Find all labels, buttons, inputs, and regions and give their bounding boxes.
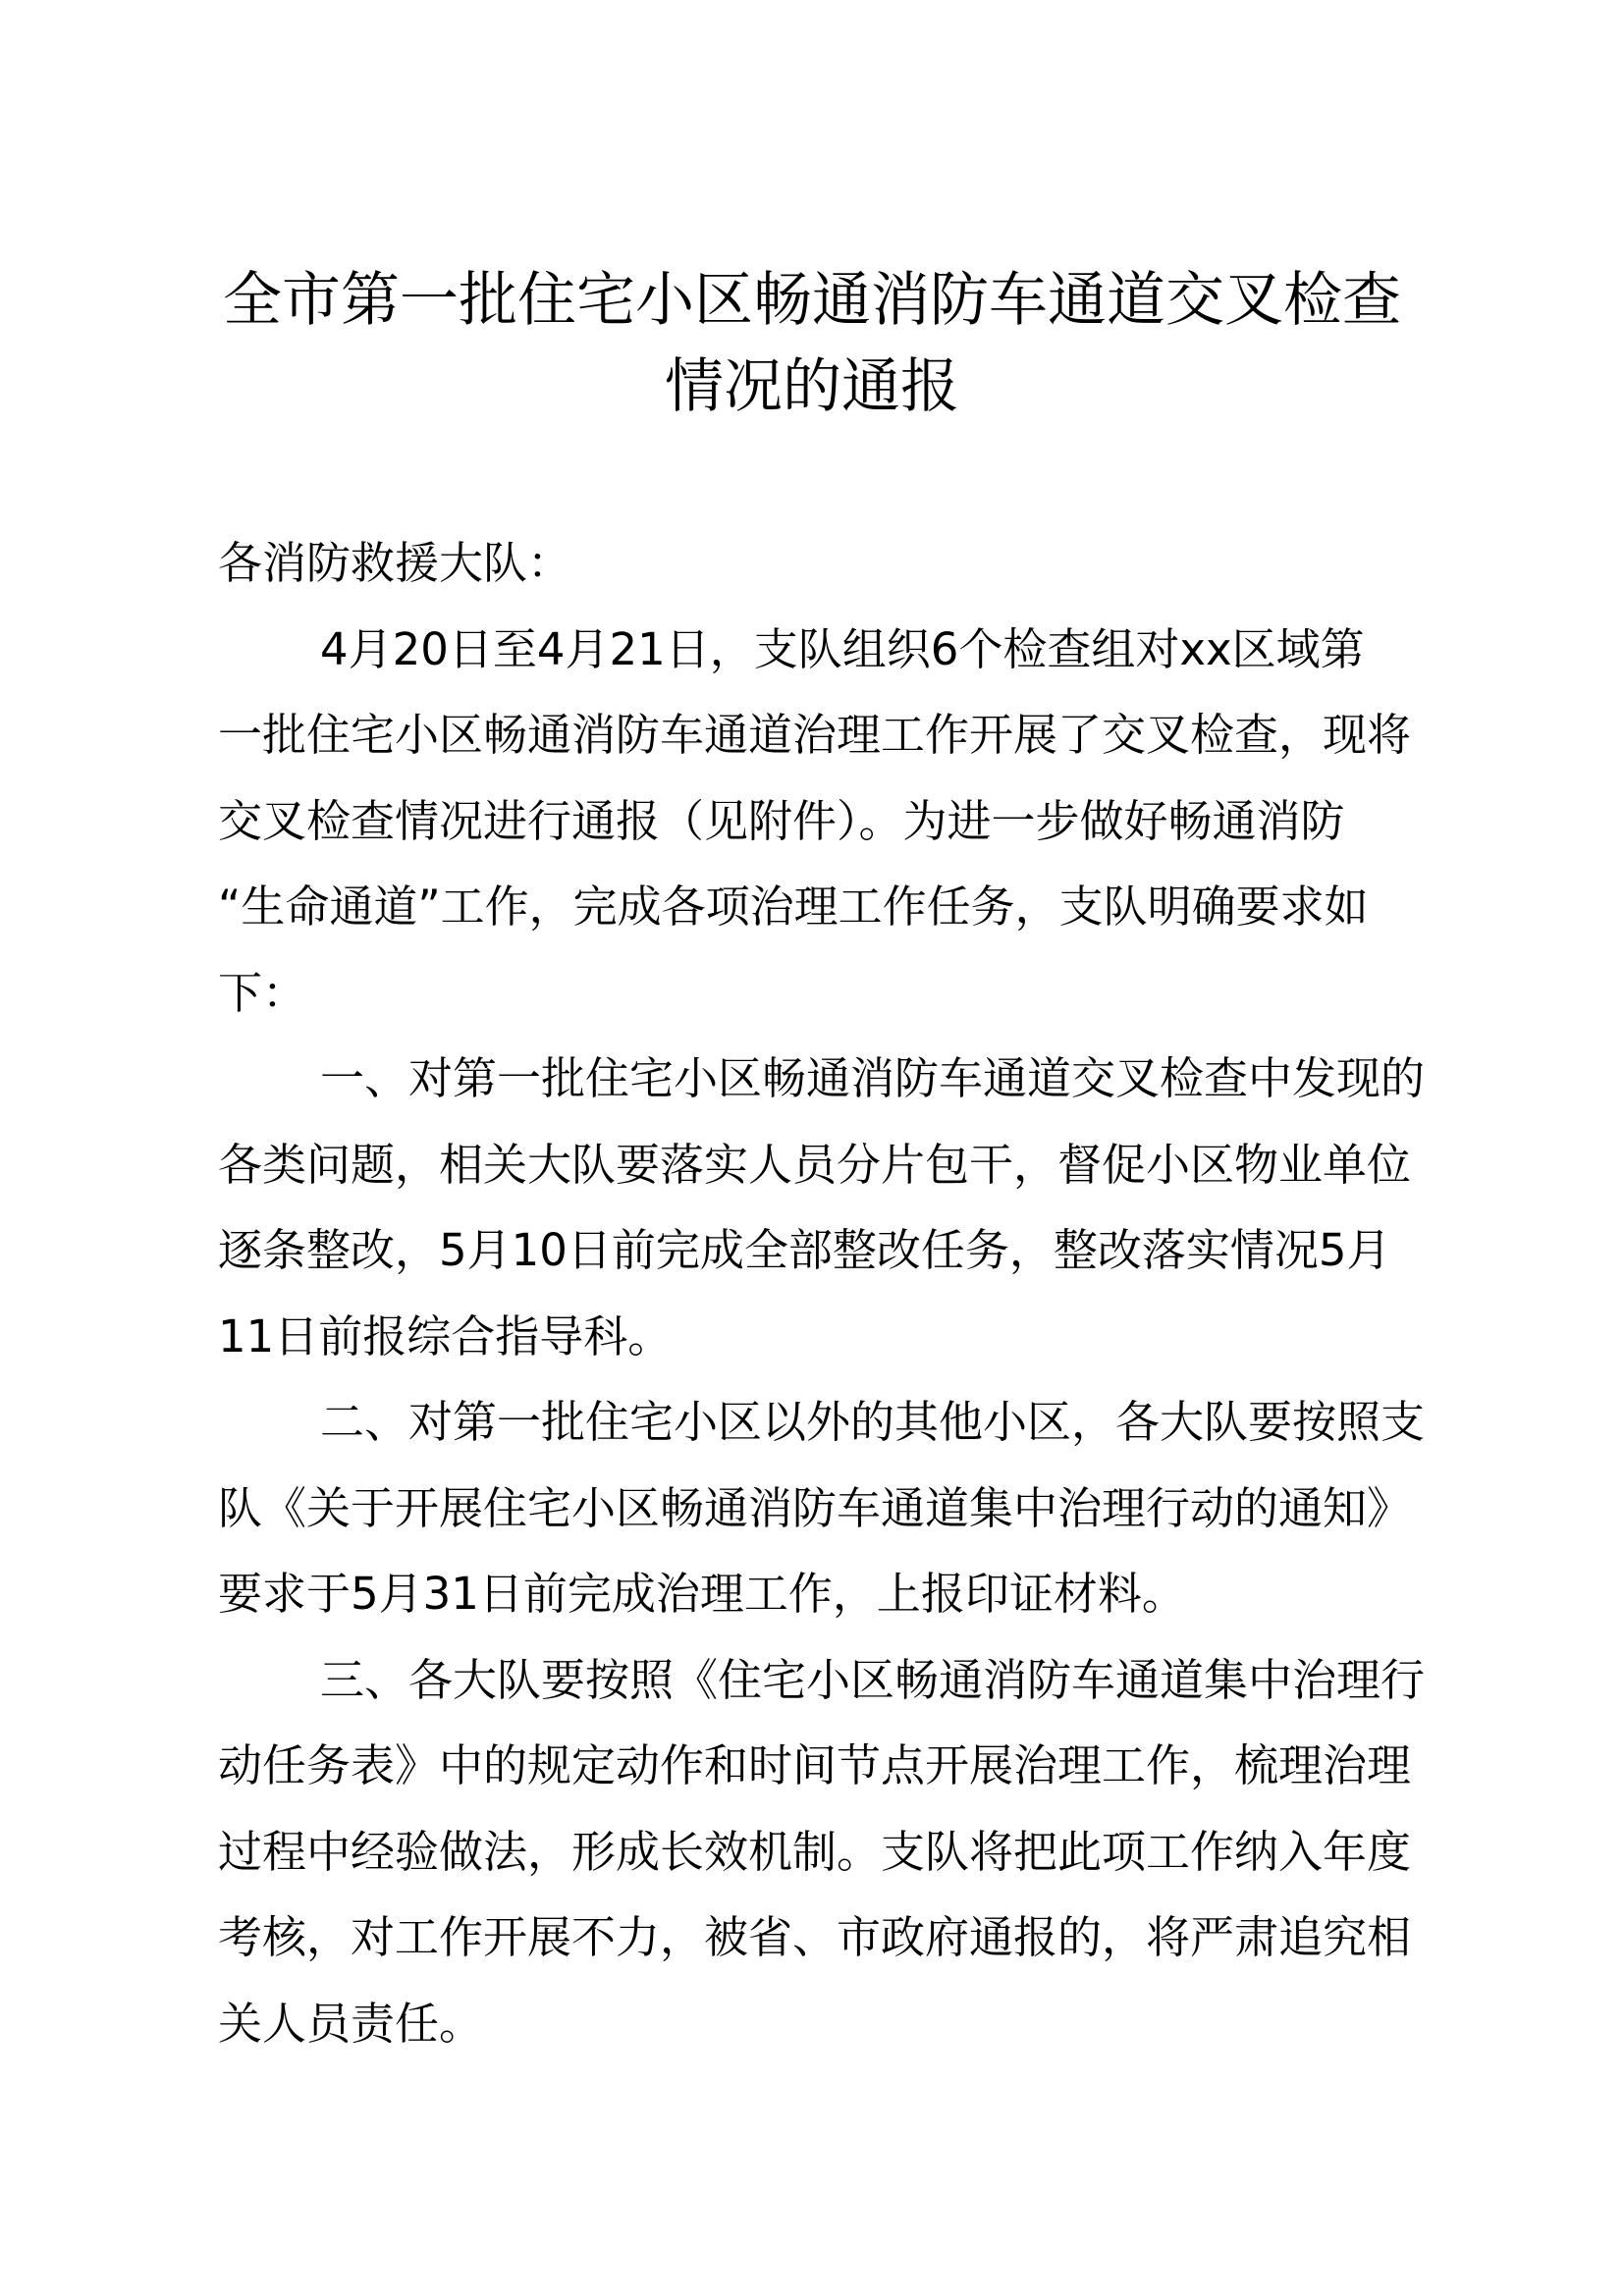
document-body — [218, 520, 1428, 2066]
paragraph-line: 4月20日至4月21日，支队组织6个检查组对xx区域第 — [320, 622, 1365, 675]
paragraph-line: 逐条整改，5月10日前完成全部整改任务，整改落实情况5月 — [218, 1224, 1391, 1276]
paragraph-line: 三、各大队要按照《住宅小区畅通消防车通道集中治理行 — [320, 1653, 1426, 1706]
paragraph-line: 一、对第一批住宅小区畅通消防车通道交叉检查中发现的 — [320, 1052, 1426, 1104]
paragraph-line: 要求于5月31日前完成治理工作，上报印证材料。 — [218, 1568, 1186, 1620]
paragraph-line: “生命通道”工作，完成各项治理工作任务，支队明确要求如 — [218, 881, 1369, 933]
paragraph-line: 关人员责任。 — [218, 1997, 484, 2050]
document-title — [157, 257, 1467, 430]
requirement-item-2 — [218, 1379, 1428, 1637]
paragraph-line: 考核，对工作开展不力，被省、市政府通报的，将严肃追究相 — [218, 1911, 1412, 1963]
paragraph-line: 一批住宅小区畅通消防车通道治理工作开展了交叉检查，现将 — [218, 709, 1412, 761]
paragraph-line: 交叉检查情况进行通报（见附件）。为进一步做好畅通消防 — [218, 794, 1345, 847]
paragraph-line: 下： — [218, 966, 307, 1019]
intro-paragraph — [218, 607, 1428, 1037]
paragraph-line: 11日前报综合指导科。 — [218, 1309, 673, 1362]
title-line-2: 情况的通报 — [665, 352, 959, 421]
paragraph-line: 各类问题，相关大队要落实人员分片包干，督促小区物业单位 — [218, 1138, 1412, 1191]
requirement-item-3 — [218, 1637, 1428, 2067]
requirement-item-1 — [218, 1036, 1428, 1379]
salutation: 各消防救援大队： — [218, 537, 572, 589]
paragraph-line: 二、对第一批住宅小区以外的其他小区，各大队要按照支 — [320, 1396, 1426, 1448]
paragraph-line: 动任务表》中的规定动作和时间节点开展治理工作，梳理治理 — [218, 1739, 1412, 1791]
paragraph-line: 过程中经验做法，形成长效机制。支队将把此项工作纳入年度 — [218, 1825, 1412, 1878]
title-line-1: 全市第一批住宅小区畅通消防车通道交叉检查 — [223, 266, 1401, 335]
paragraph-line: 队《关于开展住宅小区畅通消防车通道集中治理行动的通知》 — [218, 1481, 1412, 1534]
